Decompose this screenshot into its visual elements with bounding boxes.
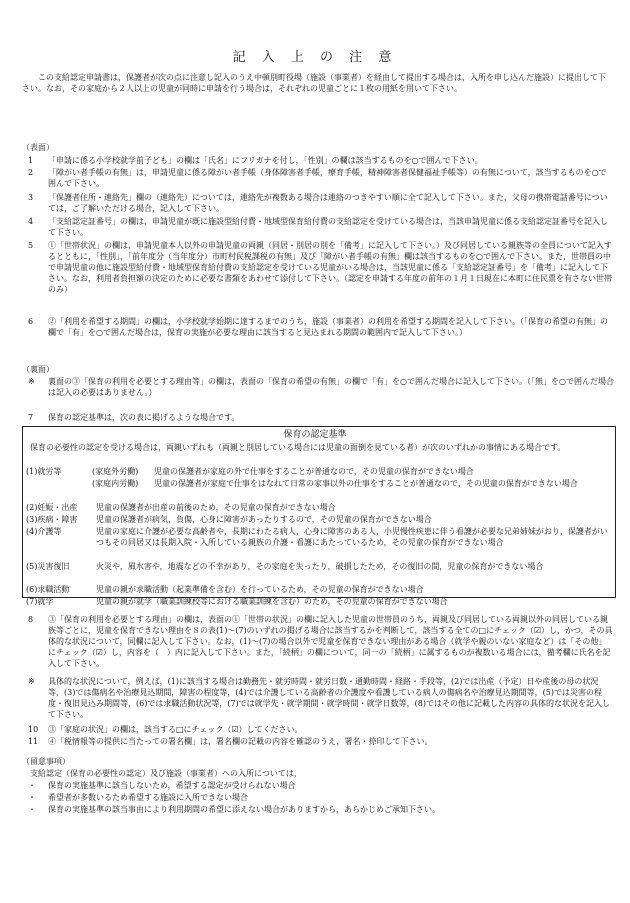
back-note <box>22 376 614 398</box>
back-heading: （裏面） <box>22 365 54 374</box>
intro-paragraph: この支給認定申請書は，保護者が次の点に注意し記入のうえ中頓別町役場（施設（事業者）を経由して提出する場合は，入所を申し込んだ施設）に提出して下さい。なお，その家庭から２人以上の児童が同時に申請を行う場合は，それぞれの児童ごとに１枚の用紙を用いて下さい。 <box>22 73 606 93</box>
criteria-row <box>26 514 612 525</box>
note-text: 具体的な状況について，例えば，(1)に該当する場合は勤務先・就労時間・就労日数・通勤時間・経路・手段等，(2)では出産（予定）日や産後の母の状況等，(3)では傷病名や治療見込期間，障害の程度等，(4)では介護している高齢者の介護度や看護している病人の傷病名や治療見込期間等，(5)では災害の程度・復旧見込み期間等，(6)では求職活動状況等，(7)では就学先・就学期間・就学時間・就学日数等，(8)ではその他に記載した内容の具体的な状況を記入して下さい。 <box>48 677 610 719</box>
criteria-title: 保育の認定基準 <box>283 430 347 440</box>
criteria-row <box>26 526 612 548</box>
note-item-text: 希望者が多数いるため希望する施設に入所できない場合 <box>48 793 248 802</box>
bullet: ・ <box>28 793 36 802</box>
criteria-text: 児童の保護者が病気，負傷，心身に障害があったりするので，その児童の保育ができない場合 <box>96 515 432 524</box>
criteria-label: (5)災害復旧 <box>26 562 70 571</box>
front-item <box>22 167 614 189</box>
criteria-text: 児童の保護者が出産の前後のため，その児童の保育ができない場合 <box>96 503 336 512</box>
note-item <box>22 804 614 815</box>
item-text: ③「家庭の状況」の欄は，該当する□にチェック（☑）してください。 <box>48 725 303 734</box>
item-text: ①「世帯状況」の欄は，申請児童本人以外の申請児童の両親（同居・別居の別を「備考」に記入して下さい。）及び同居している親族等の全員について記入するとともに，「性別」，「前年度分（当年度分）市町村民税課税の有無」及び「障がい者手帳の有無」欄は該当するものを○で囲んで下さい。また，世帯員の中で申請児童の他に施設型給付費・地域型保育給付費の支給認定を受けている児童がいる場合は，当該児童に係る「支給認定証番号」を「備考」に記入して下さい。なお，利用者負担額の決定のために必要な書類をあわせて添付して下さい。（認定を申請する年度の前年の１月１日現在に本町に住民票を有さない世帯のみ） <box>48 241 612 294</box>
work-sub-label: (家庭外労働) <box>92 467 139 476</box>
item-text: ③「保育の利用を必要とする理由」の欄は，表面の①「世帯の状況」の欄に記入した児童の世帯員のうち，両親及び同居している両親以外の同居している親族等ごとに，児童を保育できない理由を８の表(1)～(7)のいずれの掲げる場合に該当するかを判断して，該当する全ての□にチェック（☑）し，かつ，その具体的な状況について，同欄に記入して下さい。なお，(1)～(7)の場合以外で児童を保育できない理由がある場合（就学や親のいない家庭など）は「その他」にチェック（☑）し，内容を（ ）内に記入して下さい。また，「続柄」の欄について，同一の「続柄」に属するものが複数いる場合には，備考欄に氏名を記入して下さい。 <box>48 615 613 668</box>
front-item <box>22 216 614 238</box>
item-8 <box>22 614 614 669</box>
criteria-lead: 保育の必要性の認定を受ける場合は，両親いずれも（両親と別居している場合には児童の面倒を見ている者）が次のいずれかの事情にある場合です。 <box>30 443 566 452</box>
front-heading: （表面） <box>22 143 54 152</box>
notes-heading: （留意事項） <box>22 757 70 766</box>
item-number: 4 <box>28 217 34 226</box>
item-text: 「保護者住所・連絡先」欄の（連絡先）については，連絡先が複数ある場合は連絡のつきやすい順に全て記入して下さい。また，父母の携帯電話番号については，ご了解いただける場合，記入して下さい。 <box>48 193 608 213</box>
note-item-text: 保育の実施基準の該当事由により利用期間の希望に添えない場合がありますから，あらかじめご承知下さい。 <box>48 805 440 814</box>
item-number: 1 <box>28 156 34 165</box>
item-number: 10 <box>28 725 39 734</box>
item-number: 8 <box>28 615 34 624</box>
item-number: 7 <box>28 413 34 422</box>
item-number: 6 <box>28 317 34 326</box>
item-number: 11 <box>28 737 39 746</box>
item-8-note <box>22 676 614 720</box>
note-text: 裏面の③「保育の利用を必要とする理由等」の欄は，表面の「保育の希望の有無」の欄で「有」を○で囲んだ場合に記入して下さい。（「無」を○で囲んだ場合は記入の必要はありません。） <box>48 377 614 397</box>
criteria-row <box>26 561 612 572</box>
item-number: 5 <box>28 241 34 250</box>
front-item <box>22 316 614 338</box>
criteria-text: 児童の親が求職活動（起業準備を含む）を行っているため，その児童の保育ができない場合 <box>96 585 424 594</box>
criteria-text: 火災や，風水害や，地震などの不幸があり，その家庭を失ったり，破損したため，その復旧の間，児童の保育ができない場合 <box>96 562 544 571</box>
note-item <box>22 780 614 791</box>
criteria-label: (3)疾病・障害 <box>26 515 78 524</box>
item-number: 3 <box>28 193 34 202</box>
work-sub-label: (家庭内労働) <box>92 479 139 488</box>
criteria-text: 児童の家庭に介護が必要な高齢者や，長期にわたる病人，心身に障害のある人，小児慢性疾患に伴う看護が必要な兄弟姉妹がおり，保護者がいつもその同居又は長期入院・入所している親族の介護・看護にあたっているため，その児童の保育ができない場合 <box>96 527 608 547</box>
item-7 <box>22 412 614 423</box>
item-text: 保育の認定基準は，次の表に掲げるような場合です。 <box>48 413 240 422</box>
item-11 <box>22 736 614 747</box>
criteria-label: (7)就学 <box>26 597 54 606</box>
item-text: 「申請に係る小学校就学前子ども」の欄は「氏名」にフリガナを付し，「性別」の欄は該当するものを○で囲んで下さい。 <box>48 156 483 165</box>
criteria-label: (6)求職活動 <box>26 585 70 594</box>
notes-lead: 支給認定（保育の必要性の認定）及び施設（事業者）への入所については， <box>30 769 302 778</box>
item-10 <box>22 724 614 735</box>
front-item <box>22 155 614 166</box>
note-item <box>22 792 614 803</box>
item-text: 「障がい者手帳の有無」は，申請児童に係る障がい者手帳（身体障害者手帳，療育手帳，精神障害者保健福祉手帳等）の有無について，該当するものを○で囲んで下さい。 <box>48 168 607 188</box>
bullet: ・ <box>28 805 36 814</box>
note-mark: ※ <box>28 677 35 686</box>
page-title: 記 入 上 の 注 意 <box>232 50 398 65</box>
note-item-text: 保育の実施基準に該当しないため，希望する認定が受けられない場合 <box>48 781 296 790</box>
work-sub-text: 児童の保護者が家庭の外で仕事をすることが普通なので，その児童の保育ができない場合 <box>154 467 474 476</box>
criteria-row <box>26 584 612 595</box>
criteria-label: (4)介護等 <box>26 527 62 536</box>
note-mark: ※ <box>28 377 35 386</box>
criteria-label: (2)妊娠・出産 <box>26 503 78 512</box>
item-text: 「支給認定証番号」の欄は，申請児童が既に施設型給付費・地域型保育給付費の支給認定を受けている場合は，当該申請児童に係る支給認定証番号を記入して下さい。 <box>48 217 608 237</box>
criteria-text: 児童の親が就学（職業訓練校等における職業訓練を含む）のため，その児童の保育ができない場合 <box>96 597 448 606</box>
work-sub-row <box>92 478 612 489</box>
bullet: ・ <box>28 781 36 790</box>
item-number: 2 <box>28 168 34 177</box>
item-text: ②「利用を希望する期間」の欄は，小学校就学始期に達するまでのうち，施設（事業者）の利用を希望する期間を記入して下さい。（「保育の希望の有無」の欄で「有」を○で囲んだ場合は，保育の実施が必要な理由に該当すると見込まれる期間の範囲内で記入して下さい。） <box>48 317 608 337</box>
work-sub-text: 児童の保護者が家庭で仕事をはなれて日常の家事以外の仕事をすることが普通なので，その児童の保育ができない場合 <box>154 479 578 488</box>
front-item <box>22 192 614 214</box>
front-item <box>22 240 614 295</box>
work-sub-row <box>92 466 612 477</box>
criteria-row <box>26 502 612 513</box>
item-text: ④「税情報等の提供に当たっての署名欄」は，署名欄の記載の内容を確認のうえ，署名・捺印して下さい。 <box>48 737 433 746</box>
criteria-row <box>26 596 612 607</box>
criteria-label: (1)就労等 <box>26 467 62 476</box>
